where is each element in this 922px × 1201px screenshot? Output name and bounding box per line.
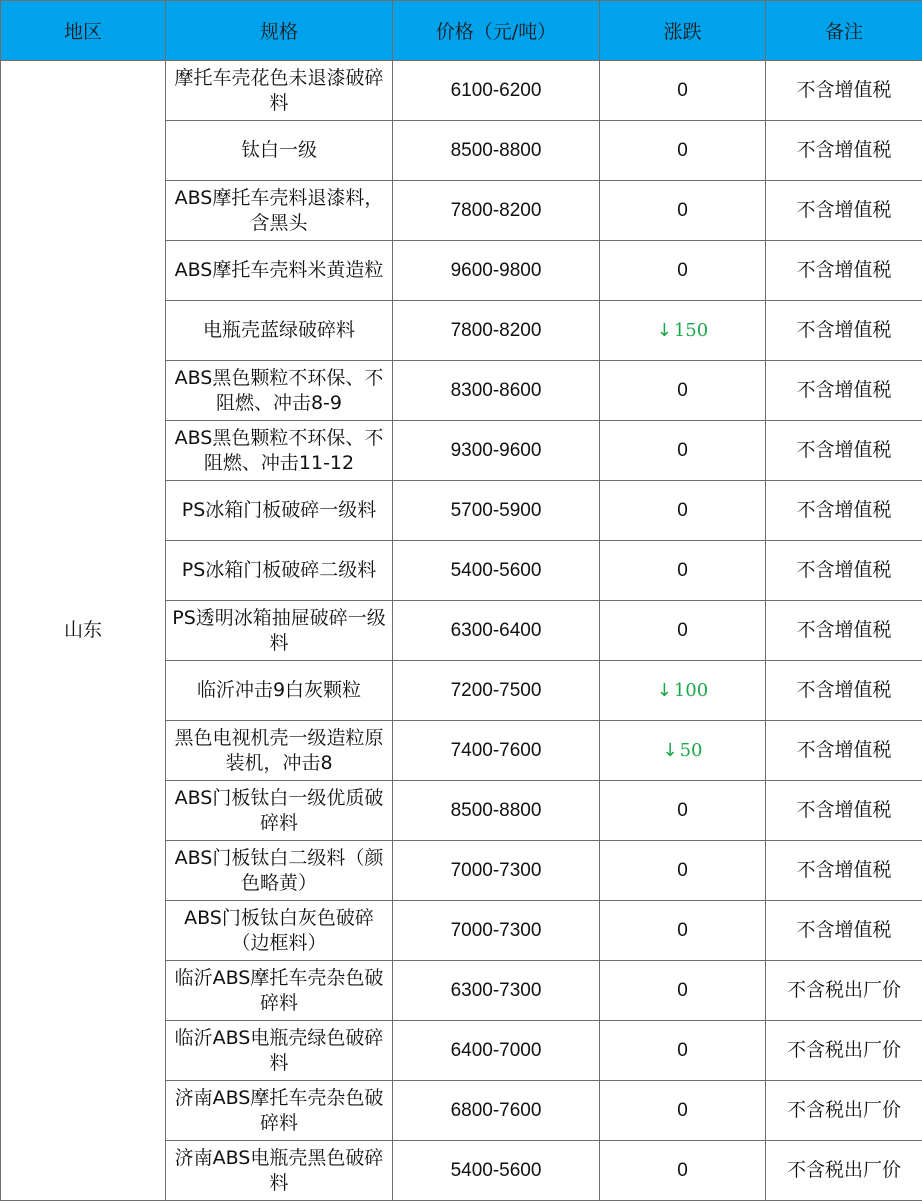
price-cell: 7800-8200 xyxy=(393,301,600,361)
change-cell: 0 xyxy=(600,901,766,961)
note-cell: 不含增值税 xyxy=(766,181,922,241)
change-down-value xyxy=(657,320,708,341)
change-cell: 0 xyxy=(600,481,766,541)
price-cell: 5700-5900 xyxy=(393,481,600,541)
spec-cell: PS冰箱门板破碎一级料 xyxy=(166,481,393,541)
price-cell: 6400-7000 xyxy=(393,1021,600,1081)
table-body xyxy=(1,61,922,1201)
change-cell: 0 xyxy=(600,121,766,181)
change-cell: 0 xyxy=(600,1081,766,1141)
price-cell: 7000-7300 xyxy=(393,841,600,901)
price-cell: 7800-8200 xyxy=(393,181,600,241)
change-down-value xyxy=(663,740,703,761)
header-note: 备注 xyxy=(766,1,922,61)
change-cell: 0 xyxy=(600,421,766,481)
change-cell: 0 xyxy=(600,601,766,661)
note-cell: 不含税出厂价 xyxy=(766,1141,922,1201)
spec-cell: 电瓶壳蓝绿破碎料 xyxy=(166,301,393,361)
note-cell: 不含税出厂价 xyxy=(766,1081,922,1141)
header-change: 涨跌 xyxy=(600,1,766,61)
price-cell: 8500-8800 xyxy=(393,781,600,841)
change-cell: 0 xyxy=(600,961,766,1021)
price-cell: 7000-7300 xyxy=(393,901,600,961)
price-cell: 6300-7300 xyxy=(393,961,600,1021)
header-spec: 规格 xyxy=(166,1,393,61)
price-cell: 7400-7600 xyxy=(393,721,600,781)
change-value: 150 xyxy=(673,320,709,341)
spec-cell: ABS门板钛白二级料（颜色略黄） xyxy=(166,841,393,901)
spec-cell: PS冰箱门板破碎二级料 xyxy=(166,541,393,601)
down-arrow-icon: ↓ xyxy=(656,320,672,341)
price-cell: 9300-9600 xyxy=(393,421,600,481)
note-cell: 不含增值税 xyxy=(766,721,922,781)
change-cell xyxy=(600,301,766,361)
spec-cell: 临沂冲击9白灰颗粒 xyxy=(166,661,393,721)
header-price: 价格（元/吨） xyxy=(393,1,600,61)
change-cell: 0 xyxy=(600,841,766,901)
price-cell: 7200-7500 xyxy=(393,661,600,721)
down-arrow-icon: ↓ xyxy=(662,740,678,761)
change-cell: 0 xyxy=(600,181,766,241)
note-cell: 不含增值税 xyxy=(766,601,922,661)
note-cell: 不含增值税 xyxy=(766,541,922,601)
change-cell: 0 xyxy=(600,781,766,841)
price-cell: 6800-7600 xyxy=(393,1081,600,1141)
note-cell: 不含增值税 xyxy=(766,901,922,961)
down-arrow-icon: ↓ xyxy=(656,680,672,701)
price-cell: 6300-6400 xyxy=(393,601,600,661)
change-cell: 0 xyxy=(600,361,766,421)
spec-cell: 临沂ABS电瓶壳绿色破碎料 xyxy=(166,1021,393,1081)
spec-cell: 济南ABS摩托车壳杂色破碎料 xyxy=(166,1081,393,1141)
change-cell xyxy=(600,721,766,781)
price-cell: 6100-6200 xyxy=(393,61,600,121)
price-cell: 5400-5600 xyxy=(393,1141,600,1201)
header-region: 地区 xyxy=(1,1,166,61)
spec-cell: 摩托车壳花色未退漆破碎料 xyxy=(166,61,393,121)
note-cell: 不含增值税 xyxy=(766,481,922,541)
change-value: 100 xyxy=(673,680,709,701)
change-cell: 0 xyxy=(600,541,766,601)
price-cell: 8500-8800 xyxy=(393,121,600,181)
note-cell: 不含增值税 xyxy=(766,661,922,721)
note-cell: 不含增值税 xyxy=(766,421,922,481)
spec-cell: 济南ABS电瓶壳黑色破碎料 xyxy=(166,1141,393,1201)
spec-cell: ABS门板钛白灰色破碎（边框料） xyxy=(166,901,393,961)
table-row xyxy=(1,61,922,121)
change-down-value xyxy=(657,680,708,701)
spec-cell: ABS摩托车壳料退漆料，含黑头 xyxy=(166,181,393,241)
region-cell: 山东 xyxy=(1,61,166,1201)
change-cell: 0 xyxy=(600,1141,766,1201)
spec-cell: ABS黑色颗粒不环保、不阻燃、冲击11-12 xyxy=(166,421,393,481)
note-cell: 不含税出厂价 xyxy=(766,1021,922,1081)
spec-cell: ABS黑色颗粒不环保、不阻燃、冲击8-9 xyxy=(166,361,393,421)
change-value: 50 xyxy=(679,740,703,761)
change-cell: 0 xyxy=(600,1021,766,1081)
change-cell: 0 xyxy=(600,61,766,121)
note-cell: 不含增值税 xyxy=(766,361,922,421)
header-row xyxy=(1,1,922,61)
spec-cell: PS透明冰箱抽屉破碎一级料 xyxy=(166,601,393,661)
note-cell: 不含增值税 xyxy=(766,241,922,301)
table-header xyxy=(1,1,922,61)
note-cell: 不含税出厂价 xyxy=(766,961,922,1021)
spec-cell: 临沂ABS摩托车壳杂色破碎料 xyxy=(166,961,393,1021)
change-cell xyxy=(600,661,766,721)
price-cell: 8300-8600 xyxy=(393,361,600,421)
spec-cell: 钛白一级 xyxy=(166,121,393,181)
change-cell: 0 xyxy=(600,241,766,301)
spec-cell: ABS摩托车壳料米黄造粒 xyxy=(166,241,393,301)
spec-cell: 黑色电视机壳一级造粒原装机，冲击8 xyxy=(166,721,393,781)
spec-cell: ABS门板钛白一级优质破碎料 xyxy=(166,781,393,841)
note-cell: 不含增值税 xyxy=(766,121,922,181)
note-cell: 不含增值税 xyxy=(766,841,922,901)
note-cell: 不含增值税 xyxy=(766,301,922,361)
note-cell: 不含增值税 xyxy=(766,61,922,121)
price-cell: 5400-5600 xyxy=(393,541,600,601)
price-cell: 9600-9800 xyxy=(393,241,600,301)
note-cell: 不含增值税 xyxy=(766,781,922,841)
